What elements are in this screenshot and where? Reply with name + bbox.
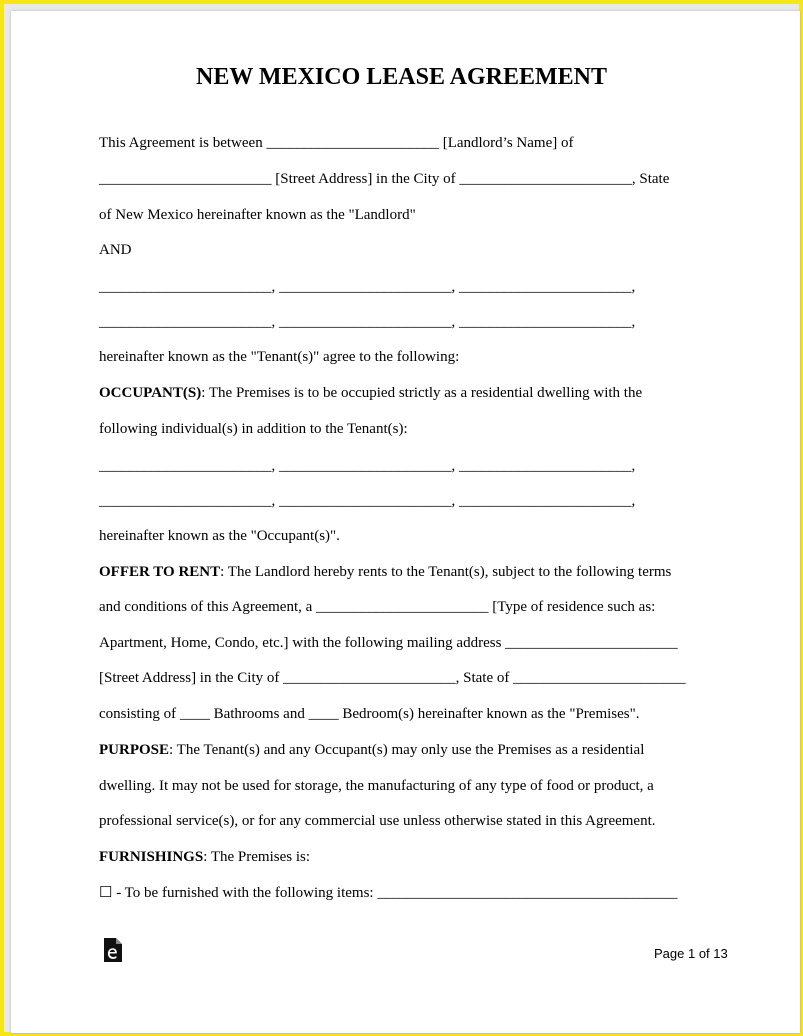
occupants-text: The Premises is to be occupied strictly as a residential dwelling with the bbox=[208, 385, 643, 401]
text-line: hereinafter known as the "Occupant(s)". bbox=[99, 528, 340, 544]
text-line: professional service(s), or for any commercial use unless otherwise stated in this Agreement. bbox=[99, 813, 656, 829]
blank-line: _______________________, _______________________, _______________________, bbox=[99, 279, 636, 295]
text-line: AND bbox=[99, 242, 132, 258]
document-title: NEW MEXICO LEASE AGREEMENT bbox=[196, 64, 607, 90]
section-heading-occupants: OCCUPANT(S) bbox=[99, 385, 202, 401]
text-line: following individual(s) in addition to the Tenant(s): bbox=[99, 421, 408, 437]
text-line: of New Mexico hereinafter known as the "Landlord" bbox=[99, 207, 416, 223]
blank-line: _______________________, _______________________, _______________________, bbox=[99, 458, 636, 474]
text-line: OCCUPANT(S): The Premises is to be occupied strictly as a residential dwelling with the bbox=[99, 385, 643, 401]
text-line: FURNISHINGS: The Premises is: bbox=[99, 849, 310, 865]
section-heading-furnishings: FURNISHINGS bbox=[99, 849, 204, 865]
text-line: OFFER TO RENT: The Landlord hereby rents to the Tenant(s), subject to the following terms bbox=[99, 564, 672, 580]
blank-line: _______________________, _______________________, _______________________, bbox=[99, 314, 636, 330]
text-line: PURPOSE: The Tenant(s) and any Occupant(s) may only use the Premises as a residential bbox=[99, 742, 645, 758]
blank-line: _______________________, _______________________, _______________________, bbox=[99, 493, 636, 509]
offer-text: The Landlord hereby rents to the Tenant(s), subject to the following terms bbox=[227, 564, 672, 580]
document-page bbox=[11, 11, 800, 1033]
text-line: dwelling. It may not be used for storage, the manufacturing of any type of food or product, a bbox=[99, 778, 654, 794]
text-line: This Agreement is between _______________________ [Landlord’s Name] of bbox=[99, 135, 574, 151]
text-line: Apartment, Home, Condo, etc.] with the following mailing address _______________________ bbox=[99, 635, 678, 651]
text-line: _______________________ [Street Address] in the City of _______________________, State bbox=[99, 171, 670, 187]
text-line: and conditions of this Agreement, a _______________________ [Type of residence such as: bbox=[99, 599, 656, 615]
furnishings-text: The Premises is: bbox=[210, 849, 310, 865]
furnished-checkbox-line[interactable]: ☐ - To be furnished with the following items: ________________________________________ bbox=[99, 885, 678, 901]
text-line: hereinafter known as the "Tenant(s)" agree to the following: bbox=[99, 349, 460, 365]
section-heading-purpose: PURPOSE bbox=[99, 742, 170, 758]
section-heading-offer: OFFER TO RENT bbox=[99, 564, 221, 580]
page-number: Page 1 of 13 bbox=[654, 946, 728, 961]
eforms-logo-icon bbox=[103, 937, 123, 963]
text-line: [Street Address] in the City of _______________________, State of _______________________ bbox=[99, 670, 686, 686]
purpose-text: The Tenant(s) and any Occupant(s) may only use the Premises as a residential bbox=[176, 742, 645, 758]
text-line: consisting of ____ Bathrooms and ____ Bedroom(s) hereinafter known as the "Premises". bbox=[99, 706, 640, 722]
